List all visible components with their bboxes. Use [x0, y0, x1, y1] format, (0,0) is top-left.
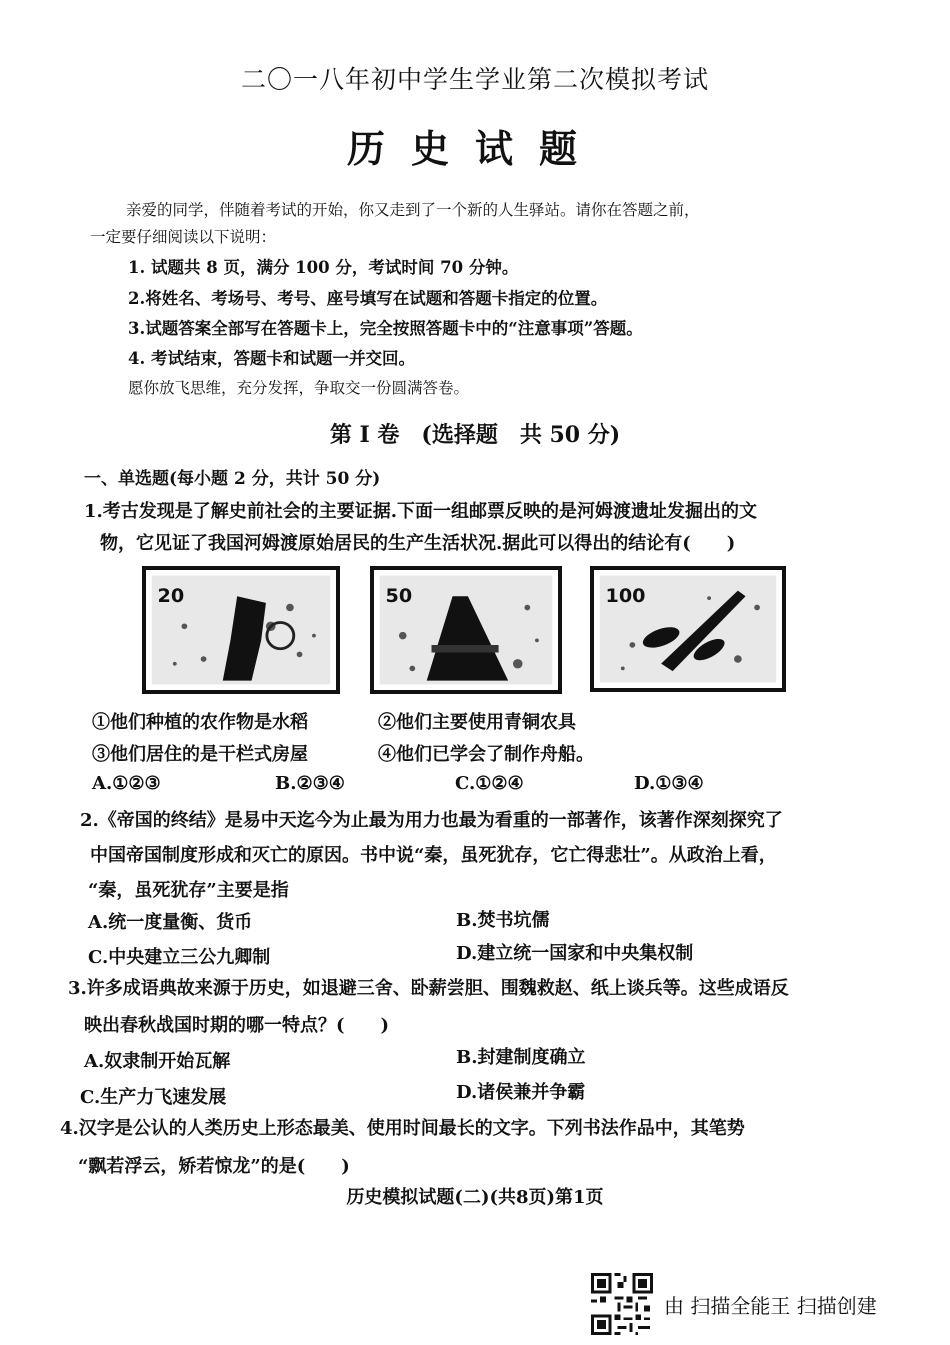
- stamp-image-2: [370, 566, 562, 694]
- question-1-option-c: C.①②④: [455, 773, 524, 794]
- section-title: 第 I 卷 (选择题 共 50 分): [329, 422, 621, 448]
- stamp-3-value: 100: [605, 585, 646, 607]
- exam-title: 二〇一八年初中学生学业第二次模拟考试: [240, 65, 709, 94]
- stamp-2-value: 50: [385, 585, 413, 607]
- question-1-statement-4: ④他们已学会了制作舟船。: [378, 744, 594, 765]
- question-2-line-3: “秦，虽死犹存”主要是指: [88, 880, 289, 901]
- question-1-statement-3: ③他们居住的是干栏式房屋: [92, 744, 308, 765]
- scanner-watermark-text: 由 扫描全能王 扫描创建: [664, 1294, 877, 1318]
- question-3-line-2: 映出春秋战国时期的哪一特点？( ): [84, 1015, 390, 1036]
- subject-title: 历史试题: [346, 126, 603, 171]
- question-1-statement-2: ②他们主要使用青铜农具: [378, 712, 576, 733]
- question-1-line-2: 物，它见证了我国河姆渡原始居民的生产生活状况.据此可以得出的结论有( ): [100, 533, 736, 554]
- question-3-option-d: D.诸侯兼并争霸: [456, 1082, 586, 1103]
- instruction-note-4: 4. 考试结束，答题卡和试题一并交回。: [128, 349, 415, 368]
- question-1-option-b: B.②③④: [275, 773, 345, 794]
- question-3-line-1: 3.许多成语典故来源于历史，如退避三舍、卧薪尝胆、围魏救赵、纸上谈兵等。这些成语反: [68, 978, 789, 999]
- question-2-option-c: C.中央建立三公九卿制: [88, 947, 271, 968]
- intro-line-2: 一定要仔细阅读以下说明：: [90, 228, 277, 246]
- page-footer: 历史模拟试题(二)(共8页)第1页: [346, 1187, 604, 1208]
- question-2-option-d: D.建立统一国家和中央集权制: [456, 943, 694, 964]
- stamp-image-1: [142, 566, 340, 694]
- question-2-option-a: A.统一度量衡、货币: [88, 912, 253, 933]
- question-2-line-2: 中国帝国制度形成和灭亡的原因。书中说“秦，虽死犹存，它亡得悲壮”。从政治上看，: [90, 845, 777, 866]
- question-4-line-2: “飘若浮云，矫若惊龙”的是( ): [78, 1156, 350, 1177]
- intro-closing: 愿你放飞思维，充分发挥，争取交一份圆满答卷。: [128, 379, 470, 397]
- question-3-option-a: A.奴隶制开始瓦解: [84, 1051, 231, 1072]
- instruction-note-3: 3.试题答案全部写在答题卡上，完全按照答题卡中的“注意事项”答题。: [128, 319, 643, 338]
- question-3-option-c: C.生产力飞速发展: [80, 1087, 227, 1108]
- question-2-line-1: 2.《帝国的终结》是易中天迄今为止最为用力也最为看重的一部著作，该著作深刻探究了: [80, 810, 783, 831]
- intro-line-1: 亲爱的同学，伴随着考试的开始，你又走到了一个新的人生驿站。请你在答题之前，: [126, 201, 700, 219]
- question-1-statement-1: ①他们种植的农作物是水稻: [92, 712, 308, 733]
- instruction-note-2: 2.将姓名、考场号、考号、座号填写在试题和答题卡指定的位置。: [128, 289, 608, 308]
- part-title: 一、单选题(每小题 2 分，共计 50 分): [84, 469, 381, 489]
- instruction-note-1: 1. 试题共 8 页，满分 100 分，考试时间 70 分钟。: [128, 258, 519, 277]
- question-1-line-1: 1.考古发现是了解史前社会的主要证据.下面一组邮票反映的是河姆渡遗址发掘出的文: [84, 501, 758, 522]
- stamp-1-value: 20: [157, 585, 185, 607]
- question-1-option-a: A.①②③: [92, 773, 161, 794]
- qr-code-icon: [591, 1273, 653, 1335]
- question-4-line-1: 4.汉字是公认的人类历史上形态最美、使用时间最长的文字。下列书法作品中，其笔势: [60, 1118, 745, 1139]
- question-2-option-b: B.焚书坑儒: [456, 910, 550, 931]
- question-3-option-b: B.封建制度确立: [456, 1047, 586, 1068]
- stamp-image-3: [590, 566, 786, 692]
- question-1-option-d: D.①③④: [634, 773, 704, 794]
